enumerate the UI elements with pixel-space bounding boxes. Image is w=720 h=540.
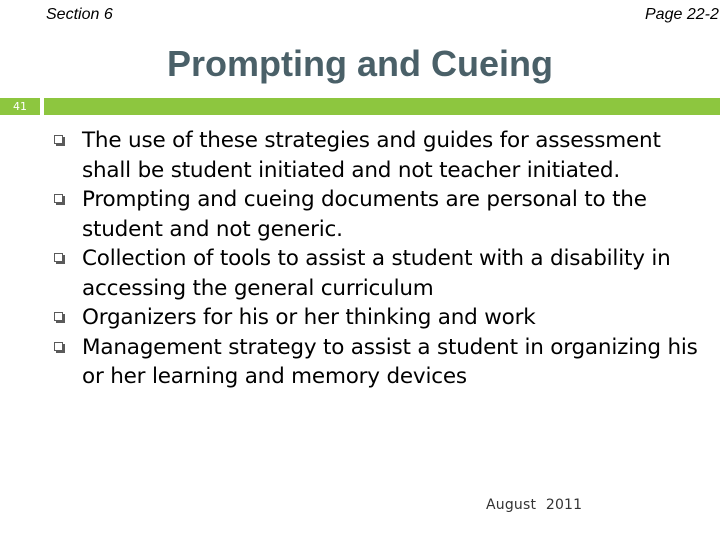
bullet-text: Management strategy to assist a student in organizing his or her learning and memory devices: [82, 334, 698, 389]
bullet-item: [52, 244, 712, 303]
bullet-text: Organizers for his or her thinking and work: [82, 305, 536, 330]
page-label: Page 22-2: [645, 6, 719, 23]
square-bullet-icon: [54, 312, 63, 321]
bullet-text: The use of these strategies and guides for assessment shall be student initiated and not teacher initiated.: [82, 128, 661, 183]
bullet-item: [52, 333, 712, 392]
bullet-list: [52, 126, 712, 392]
square-bullet-icon: [54, 342, 63, 351]
bullet-text: Collection of tools to assist a student with a disability in accessing the general curriculum: [82, 246, 671, 301]
accent-bar: [44, 98, 720, 115]
bullet-item: [52, 185, 712, 244]
footer-date: August 2011: [486, 497, 583, 513]
bullet-item: [52, 126, 712, 185]
square-bullet-icon: [54, 253, 63, 262]
bullet-text: Prompting and cueing documents are personal to the student and not generic.: [82, 187, 647, 242]
slide-title: Prompting and Cueing: [167, 43, 553, 84]
bullet-item: [52, 303, 712, 333]
section-label: Section 6: [46, 6, 113, 23]
slide-number: 41: [0, 98, 40, 115]
square-bullet-icon: [54, 135, 63, 144]
square-bullet-icon: [54, 194, 63, 203]
